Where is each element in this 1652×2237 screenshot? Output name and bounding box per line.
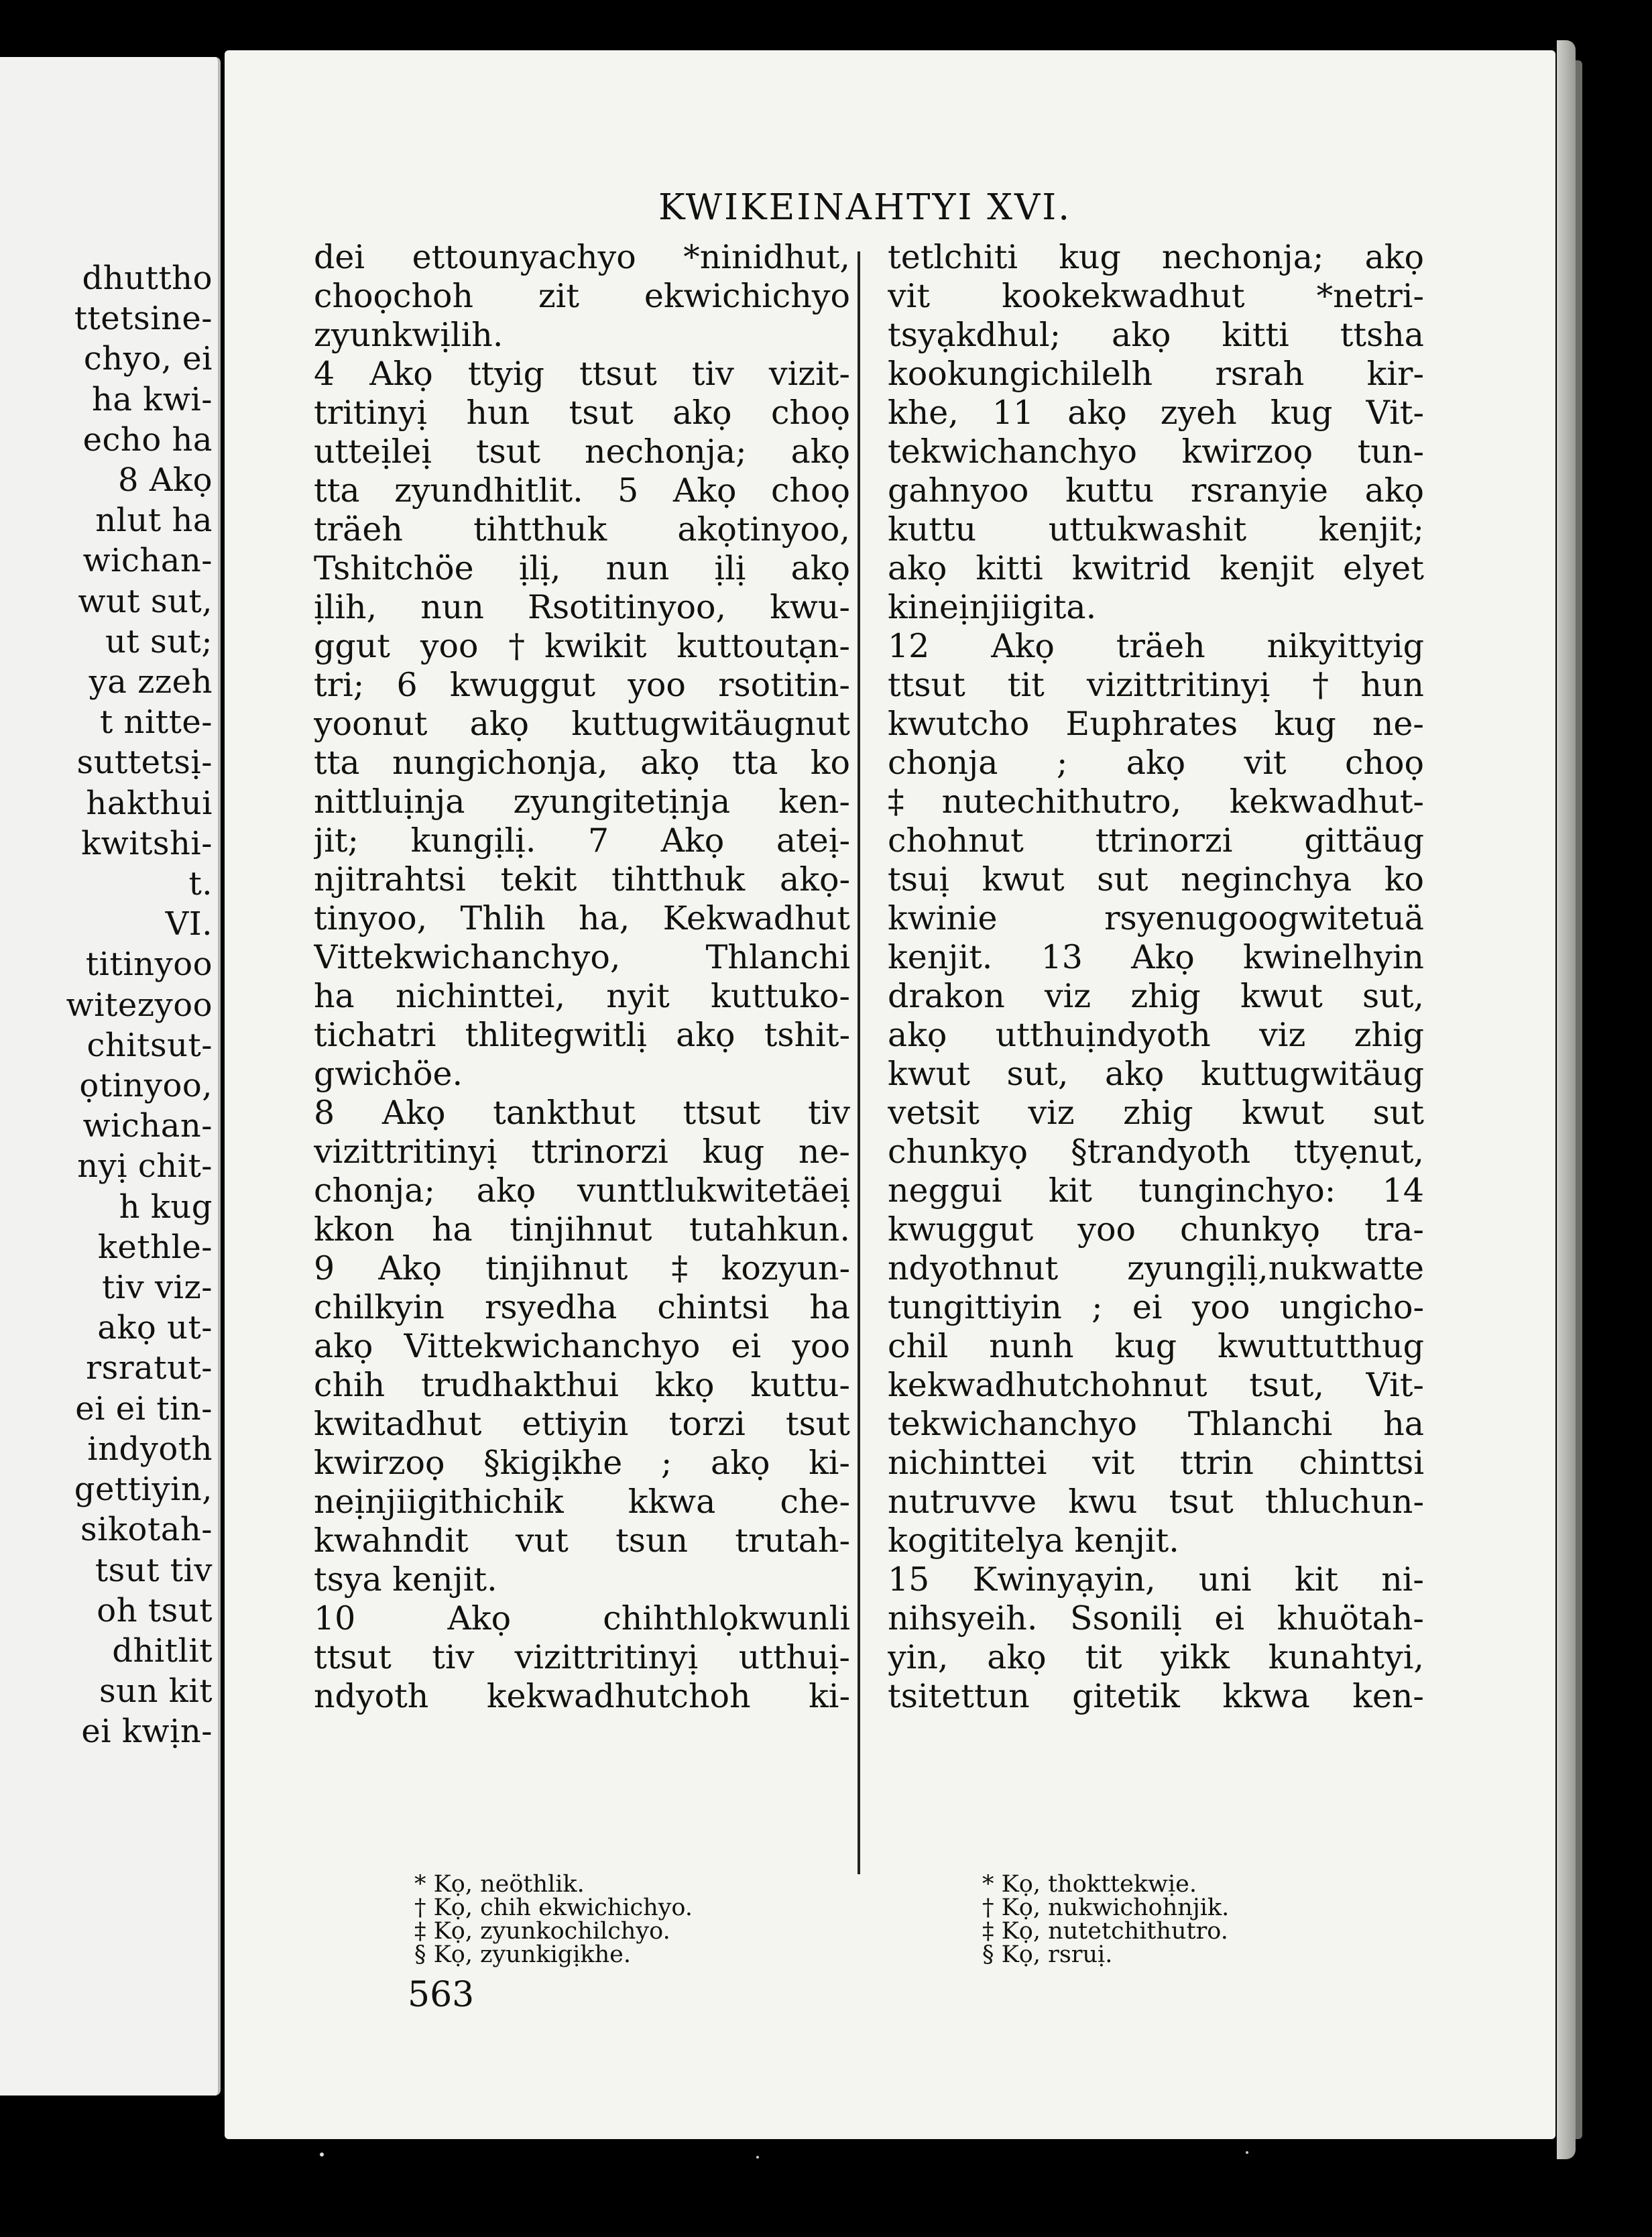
text-line: VI.	[165, 905, 213, 943]
text-line: kekwadhutchohnut tsut, Vit-	[888, 1366, 1424, 1404]
text-line: kwahndit vut tsun trutah-	[314, 1522, 850, 1560]
text-line: chil nunh kug kwuttutthug	[888, 1327, 1424, 1365]
text-line: neggui kit tunginchyo: 14	[888, 1171, 1424, 1210]
text-line: chonja ; akọ vit choọ	[888, 744, 1424, 782]
text-line: gwichöe.	[314, 1055, 463, 1093]
text-line: tungittiyin ; ei yoo ungicho-	[888, 1288, 1424, 1326]
text-line: träeh tihtthuk akọtinyoo,	[314, 510, 850, 549]
text-line: chohnut ttrinorzi gittäug	[888, 821, 1424, 860]
text-line: tri; 6 kwuggut yoo rsotitin-	[314, 666, 850, 704]
text-line: vit kookekwadhut *netri-	[888, 277, 1424, 315]
text-line: tekwichanchyo kwirzoọ tun-	[888, 433, 1424, 471]
text-line: akọ utthuịndyoth viz zhig	[888, 1016, 1424, 1054]
text-line: chilkyin rsyedha chintsi ha	[314, 1288, 850, 1326]
text-line: yin, akọ tit yikk kunahtyi,	[888, 1638, 1424, 1676]
text-line: tsut tiv	[95, 1551, 213, 1589]
text-line: sun kit	[99, 1672, 213, 1711]
footnote: * Kọ, thokttekwịe.	[982, 1871, 1197, 1898]
text-line: kwinie rsyenugoogwitetuä	[888, 899, 1424, 937]
text-line: gettiyin,	[74, 1471, 213, 1509]
footnote: * Kọ, neöthlik.	[414, 1871, 585, 1898]
text-line: kkon ha tinjihnut tutahkun.	[314, 1210, 850, 1249]
text-line: wut sut,	[78, 582, 213, 620]
text-line: akọ kitti kwitrid kenjit elyet	[888, 549, 1424, 587]
text-line: tichatri thlitegwitlị akọ tshit-	[314, 1016, 850, 1054]
text-line: ei kwịn-	[81, 1713, 213, 1751]
text-line: rsratut-	[86, 1349, 213, 1387]
text-line: choọchoh zit ekwichichyo	[314, 277, 850, 315]
text-line: wichan-	[82, 542, 213, 580]
text-line: nittluịnja zyungitetịnja ken-	[314, 783, 850, 821]
text-line: dhitlit	[112, 1631, 213, 1670]
text-line: kenjit. 13 Akọ kwinelhyin	[888, 938, 1424, 976]
text-line: jit; kungịlị. 7 Akọ ateị-	[314, 821, 850, 860]
text-line: 10 Akọ chihthlọkwunli	[314, 1599, 850, 1638]
speck	[320, 2153, 324, 2157]
text-line: kethle-	[97, 1228, 213, 1266]
footnotes-right	[982, 1873, 1452, 1967]
text-line: tiv viz-	[102, 1269, 213, 1307]
text-line: njitrahtsi tekit tihtthuk akọ-	[314, 860, 850, 899]
text-line: khe, 11 akọ zyeh kug Vit-	[888, 394, 1424, 432]
text-line: kwirzoọ §kigịkhe ; akọ ki-	[314, 1444, 850, 1482]
text-line: tta nungichonja, akọ tta ko	[314, 744, 850, 782]
speck	[756, 2156, 759, 2159]
footnotes-left	[414, 1873, 884, 1967]
text-line: Vittekwichanchyo, Thlanchi	[314, 938, 850, 976]
text-line: ndyothnut zyungịlị,nukwatte	[888, 1249, 1424, 1287]
text-line: tekwichanchyo Thlanchi ha	[888, 1405, 1424, 1443]
text-line: ttsut tiv vizittritinyị utthuị-	[314, 1638, 850, 1676]
footnote: † Kọ, nukwichohnjik.	[982, 1894, 1230, 1921]
footnote: ‡ Kọ, nutetchithutro.	[982, 1918, 1228, 1945]
text-line: witezyoo	[66, 986, 213, 1024]
text-line: ut sut;	[105, 622, 213, 661]
facing-page-text	[0, 258, 213, 1752]
speck	[1246, 2151, 1248, 2154]
text-line: wichan-	[82, 1107, 213, 1145]
footnote: ‡ Kọ, zyunkochilchyo.	[414, 1918, 670, 1945]
footnote: § Kọ, rsruị.	[982, 1941, 1113, 1968]
text-line: kwut sut, akọ kuttugwitäug	[888, 1055, 1424, 1093]
text-line: tsitettun gitetik kkwa ken-	[888, 1677, 1424, 1715]
text-line: echo ha	[82, 420, 213, 459]
text-column-left	[314, 238, 850, 1716]
text-line: 8 Akọ	[118, 461, 213, 500]
page-edge	[1557, 40, 1576, 2159]
text-line: tritinyị hun tsut akọ choọ	[314, 394, 850, 432]
text-line: 12 Akọ träeh nikyittyig	[888, 627, 1424, 665]
text-line: tsya kenjit.	[314, 1560, 497, 1599]
text-line: 9 Akọ tinjihnut ‡kozyun-	[314, 1249, 850, 1287]
text-line: zyunkwịlih.	[314, 316, 504, 354]
text-line: akọ ut-	[97, 1309, 213, 1347]
text-line: kwitshi-	[81, 824, 213, 862]
text-line: indyoth	[87, 1430, 213, 1468]
text-line: tsyạkdhul; akọ kitti ttsha	[888, 316, 1424, 354]
text-line: tetlchiti kug nechonja; akọ	[888, 238, 1424, 276]
text-line: ndyoth kekwadhutchoh ki-	[314, 1677, 850, 1715]
text-line: 8 Akọ tankthut ttsut tiv	[314, 1094, 850, 1132]
text-line: nichinttei vit ttrin chinttsi	[888, 1444, 1424, 1482]
text-line: oh tsut	[97, 1591, 213, 1629]
text-line: 15 Kwinyạyin, uni kit ni-	[888, 1560, 1424, 1599]
text-line: hakthui	[86, 784, 213, 822]
text-line: neịnjiigithichik kkwa che-	[314, 1483, 850, 1521]
text-line: h kug	[119, 1188, 213, 1226]
text-line: nutruvve kwu tsut thluchun-	[888, 1483, 1424, 1521]
text-line: chih trudhakthui kkọ kuttu-	[314, 1366, 850, 1404]
text-line: chonja; akọ vunttlukwitetäeị	[314, 1171, 850, 1210]
text-line: nlut ha	[95, 502, 213, 540]
page-number: 563	[408, 1975, 475, 2015]
text-line: yoonut akọ kuttugwitäugnut	[314, 705, 850, 743]
text-line: kwutcho Euphrates kug ne-	[888, 705, 1424, 743]
paper-specks	[295, 2142, 1502, 2169]
text-line: gahnyoo kuttu rsranyie akọ	[888, 471, 1424, 510]
text-line: drakon viz zhig kwut sut,	[888, 977, 1424, 1015]
text-line: ha nichinttei, nyit kuttuko-	[314, 977, 850, 1015]
column-divider	[858, 251, 860, 1874]
footnote: † Kọ, chih ekwichichyo.	[414, 1894, 693, 1921]
text-line: tinyoo, Thlih ha, Kekwadhut	[314, 899, 850, 937]
text-line: t nitte-	[99, 703, 213, 742]
text-line: nyị chit-	[77, 1147, 213, 1186]
text-line: vetsit viz zhig kwut sut	[888, 1094, 1424, 1132]
text-line: ya zzeh	[88, 663, 213, 701]
text-line: ọtinyoo,	[79, 1067, 213, 1105]
text-line: titinyoo	[85, 945, 213, 984]
text-line: nihsyeih. Ssonilị ei khuötah-	[888, 1599, 1424, 1638]
footnote: § Kọ, zyunkigịkhe.	[414, 1941, 631, 1968]
text-line: suttetsị-	[76, 744, 213, 782]
text-line: dei ettounyachyo *ninidhut,	[314, 238, 850, 276]
text-line: ‡nutechithutro, kekwadhut-	[888, 783, 1424, 821]
text-line: kuttu uttukwashit kenjit;	[888, 510, 1424, 549]
text-line: chunkyọ §trandyoth ttyẹnut,	[888, 1133, 1424, 1171]
running-head: KWIKEINAHTYI XVI.	[658, 187, 1072, 228]
text-line: vizittritinyị ttrinorzi kug ne-	[314, 1133, 850, 1171]
text-line: ịlih, nun Rsotitinyoo, kwu-	[314, 588, 850, 626]
text-line: kwuggut yoo chunkyọ tra-	[888, 1210, 1424, 1249]
text-line: kineịnjiigita.	[888, 588, 1097, 626]
text-line: 4 Akọ ttyig ttsut tiv vizit-	[314, 355, 850, 393]
text-line: tsuị kwut sut neginchya ko	[888, 860, 1424, 899]
text-line: dhuttho	[82, 260, 213, 297]
text-line: akọ Vittekwichanchyo ei yoo	[314, 1327, 850, 1365]
text-line: tta zyundhitlit. 5 Akọ choọ	[314, 471, 850, 510]
text-line: ei ei tin-	[75, 1389, 213, 1428]
text-line: ttsut tit vizittritinyị †hun	[888, 666, 1424, 704]
text-line: kogititelya kenjit.	[888, 1522, 1179, 1560]
text-line: chitsut-	[86, 1026, 213, 1064]
text-line: utteịleị tsut nechonja; akọ	[314, 433, 850, 471]
text-column-right	[888, 238, 1424, 1716]
text-line: ha kwi-	[91, 380, 213, 418]
text-line: chyo, ei	[83, 340, 213, 378]
text-line: ttetsine-	[74, 300, 213, 338]
text-line: sikotah-	[80, 1511, 213, 1549]
text-line: kwitadhut ettiyin torzi tsut	[314, 1405, 850, 1443]
facing-page	[0, 57, 221, 2096]
text-line: ggut yoo †kwikit kuttoutạn-	[314, 627, 850, 665]
text-line: kookungichilelh rsrah kir-	[888, 355, 1424, 393]
text-line: Tshitchöe ịlị, nun ịlị akọ	[314, 549, 850, 587]
text-line: t.	[188, 865, 213, 903]
page-edge-shadow	[1576, 60, 1582, 2139]
